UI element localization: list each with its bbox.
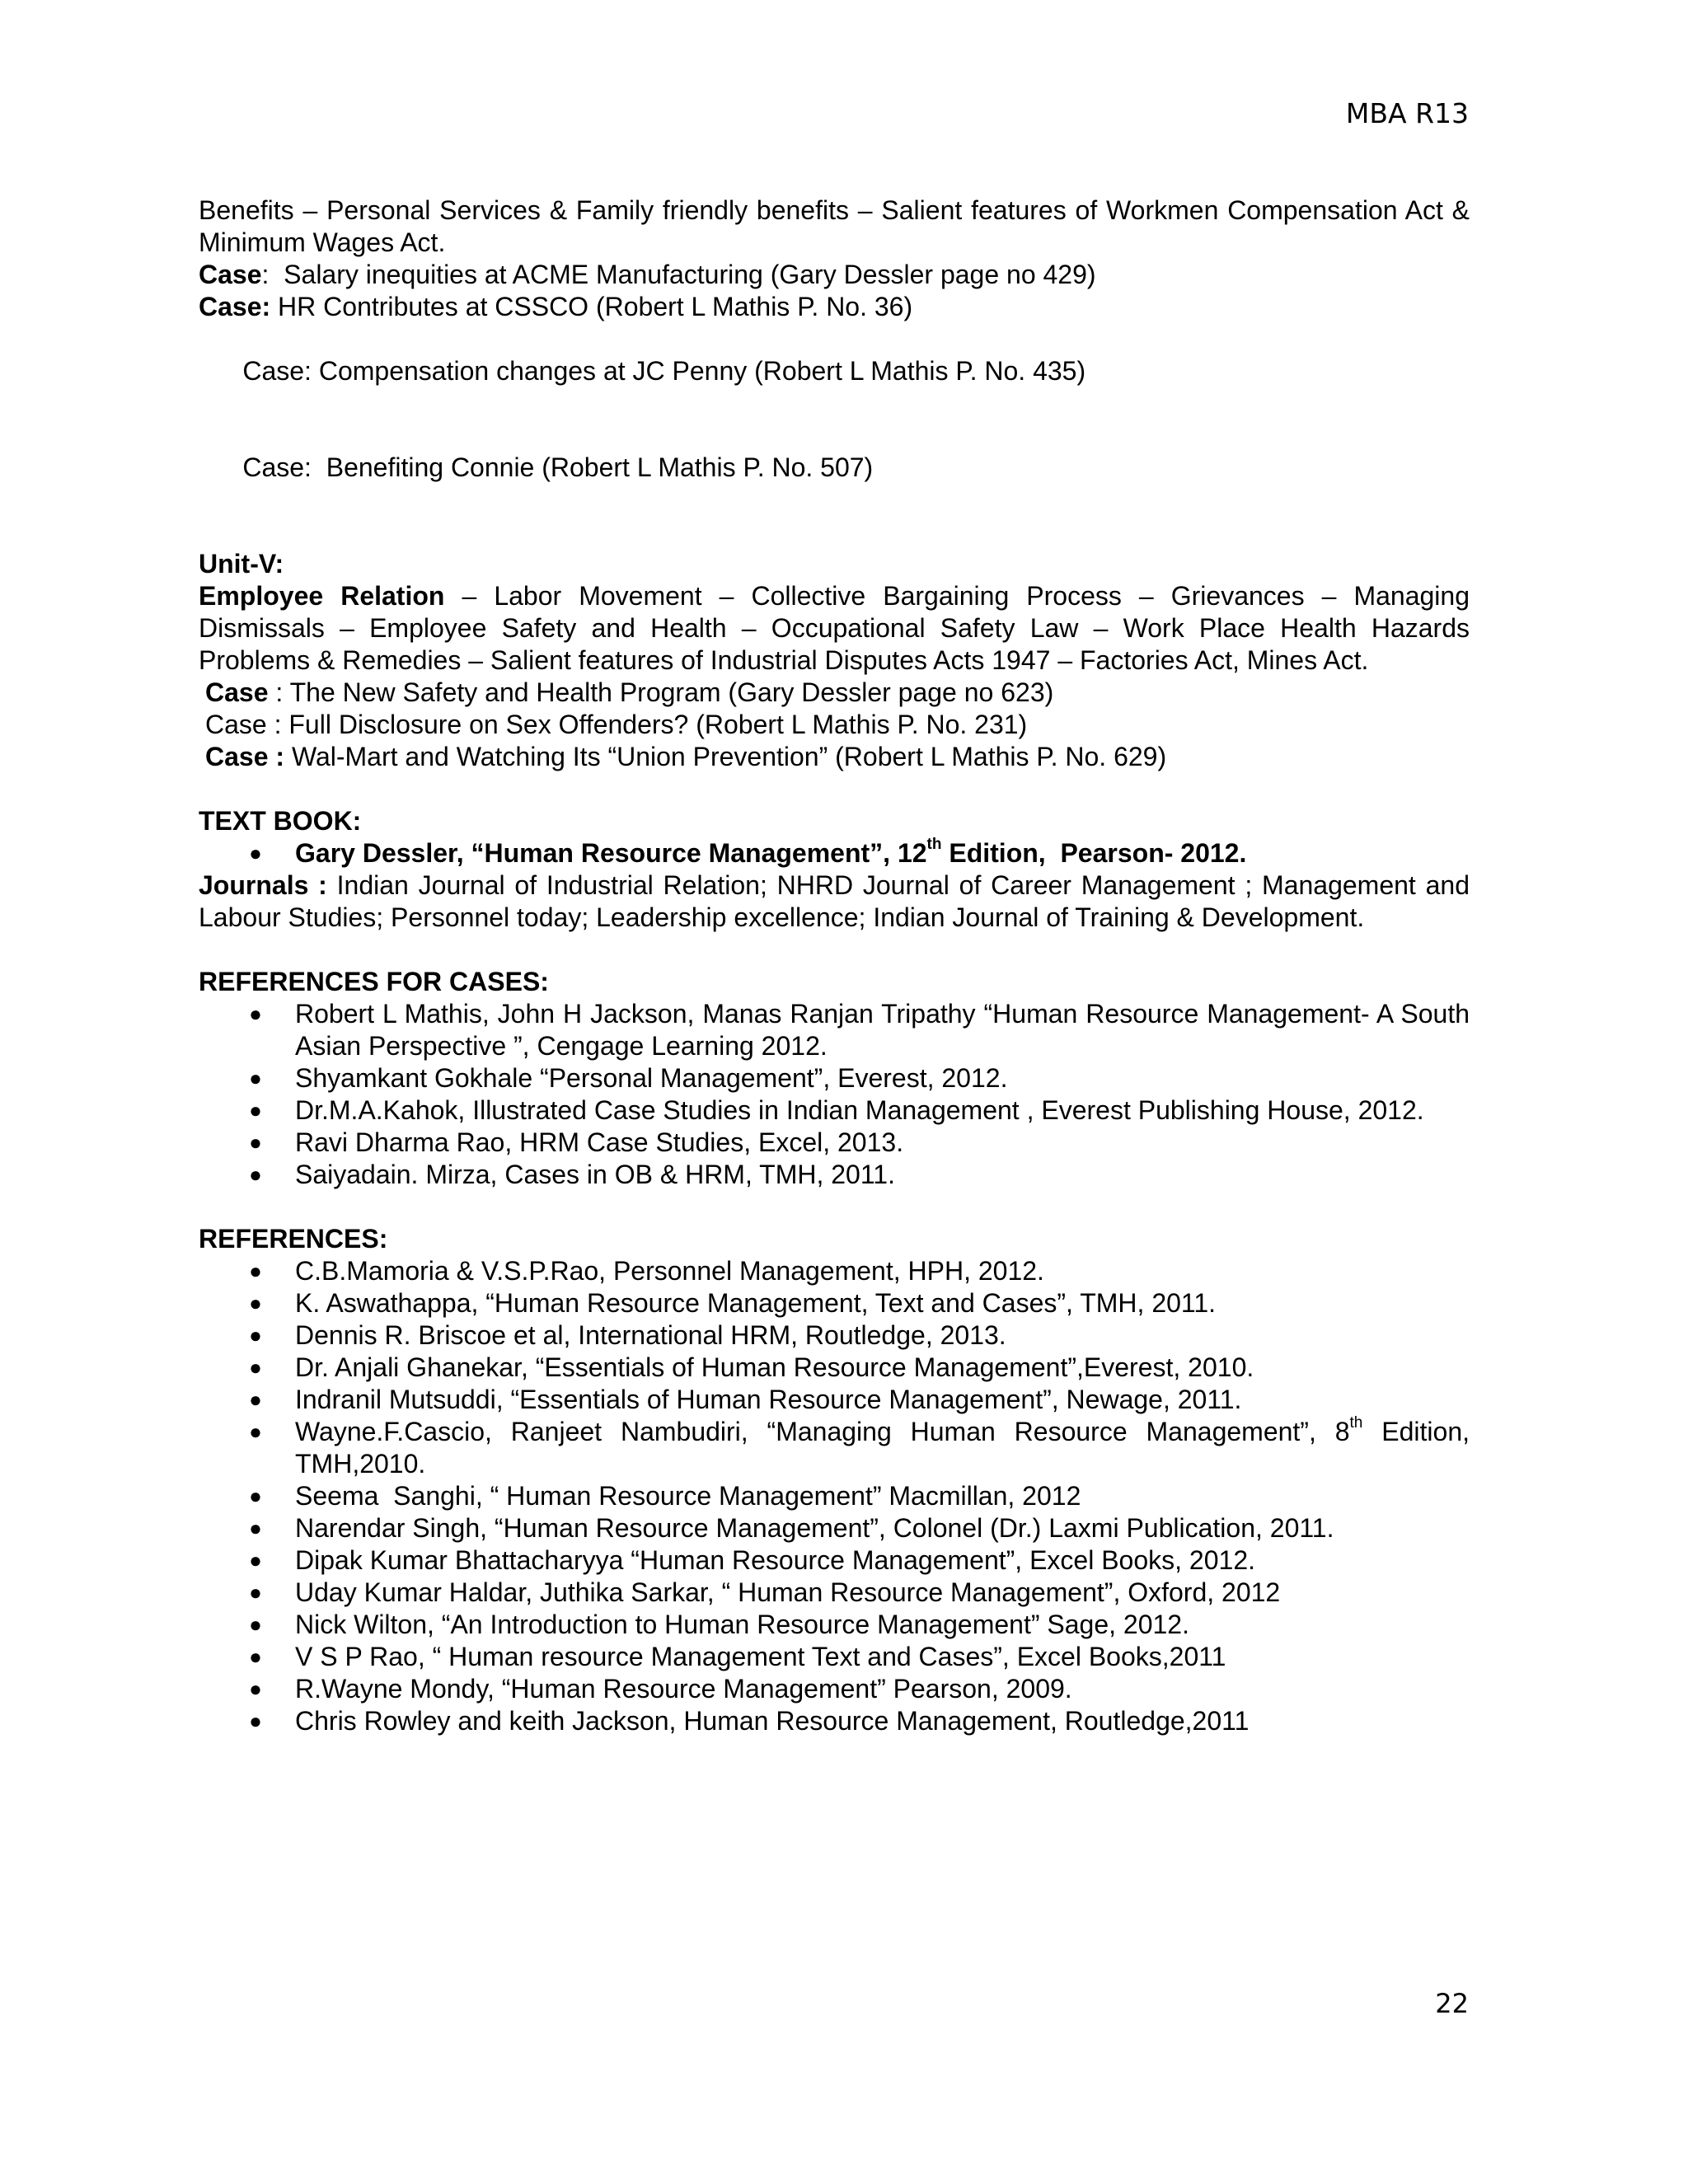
reference-text: Saiyadain. Mirza, Cases in OB & HRM, TMH, 2011.: [295, 1160, 895, 1189]
list-item: [199, 1255, 1470, 1287]
case-label: Case:: [199, 292, 271, 321]
edition-superscript: th: [926, 836, 942, 854]
unit-heading: Unit-V:: [199, 549, 284, 579]
case-line: [199, 419, 1470, 516]
page-content: [199, 194, 1470, 1737]
unit-body: – Labor Movement – Collective Bargaining Process – Grievances – Managing Dismissals – Employee Safety and Health – Occupational Safety Law – Work Place Health Hazards Problems & Remedies – Salient features of Industrial Disputes Acts 1947 – Factories Act, Mines Act.: [199, 581, 1470, 675]
case-label: Case: [199, 260, 262, 289]
textbook-list: [199, 837, 1470, 869]
page-number: 22: [1435, 1988, 1469, 2019]
case-text: Case: Compensation changes at JC Penny (Robert L Mathis P. No. 435): [242, 356, 1086, 386]
bullet-icon: ●: [249, 1708, 262, 1733]
list-item: [199, 1641, 1470, 1673]
list-item: [199, 1544, 1470, 1577]
list-item: [199, 1577, 1470, 1609]
bullet-icon: ●: [249, 1516, 262, 1540]
bullet-icon: ●: [249, 1162, 262, 1187]
bullet-icon: ●: [249, 1291, 262, 1315]
bullet-icon: ●: [249, 1001, 262, 1026]
case-text: : The New Safety and Health Program (Gary Dessler page no 623): [268, 677, 1054, 707]
case-line: [199, 709, 1470, 741]
reference-text: Seema Sanghi, “ Human Resource Management” Macmillan, 2012: [295, 1481, 1081, 1511]
list-item: [199, 1159, 1470, 1191]
bullet-icon: ●: [249, 1130, 262, 1155]
journals-text: Indian Journal of Industrial Relation; NHRD Journal of Career Management ; Management and Labour Studies; Personnel today; Leadership excellence; Indian Journal of Training & Development.: [199, 870, 1470, 932]
benefits-paragraph: Benefits – Personal Services & Family friendly benefits – Salient features of Workmen Compensation Act & Minimum Wages Act.: [199, 195, 1470, 257]
list-item: [199, 1609, 1470, 1641]
journals-label: Journals :: [199, 870, 327, 900]
bullet-icon: ●: [249, 1612, 262, 1637]
reference-text: R.Wayne Mondy, “Human Resource Management” Pearson, 2009.: [295, 1674, 1072, 1704]
reference-text: K. Aswathappa, “Human Resource Management, Text and Cases”, TMH, 2011.: [295, 1288, 1217, 1318]
bullet-icon: ●: [249, 1387, 262, 1412]
case-line: [199, 677, 1470, 709]
list-item: [199, 1127, 1470, 1159]
list-item: [199, 1094, 1470, 1127]
bullet-icon: ●: [249, 1066, 262, 1090]
unit-paragraph: [199, 580, 1470, 677]
spacer: [199, 934, 1470, 966]
case-text: Case : Full Disclosure on Sex Offenders? (Robert L Mathis P. No. 231): [205, 710, 1028, 739]
list-item: [199, 1705, 1470, 1737]
journals-paragraph: [199, 869, 1470, 934]
reference-text: Dr.M.A.Kahok, Illustrated Case Studies in Indian Management , Everest Publishing House, 2012.: [295, 1095, 1424, 1125]
edition-superscript: th: [1349, 1414, 1363, 1432]
textbook-title: Gary Dessler, “Human Resource Management”, 12: [295, 838, 927, 868]
case-text: Wal-Mart and Watching Its “Union Prevention” (Robert L Mathis P. No. 629): [284, 742, 1167, 771]
case-separator: [270, 292, 278, 321]
reference-text: Nick Wilton, “An Introduction to Human Resource Management” Sage, 2012.: [295, 1610, 1189, 1639]
bullet-icon: ●: [249, 1483, 262, 1508]
spacer: [199, 516, 1470, 548]
running-header: MBA R13: [1345, 97, 1469, 129]
list-item: [199, 1512, 1470, 1544]
reference-text: Chris Rowley and keith Jackson, Human Resource Management, Routledge,2011: [295, 1706, 1250, 1736]
reference-text: Uday Kumar Haldar, Juthika Sarkar, “ Human Resource Management”, Oxford, 2012: [295, 1577, 1281, 1607]
reference-text: Dennis R. Briscoe et al, International HRM, Routledge, 2013.: [295, 1320, 1006, 1350]
spacer: [199, 1191, 1470, 1223]
case-line: [199, 741, 1470, 773]
reference-text: C.B.Mamoria & V.S.P.Rao, Personnel Management, HPH, 2012.: [295, 1256, 1044, 1286]
bullet-icon: ●: [249, 1419, 262, 1444]
list-item: [199, 1480, 1470, 1512]
reference-text: Wayne.F.Cascio, Ranjeet Nambudiri, “Managing Human Resource Management”, 8: [295, 1417, 1350, 1446]
reference-text: Ravi Dharma Rao, HRM Case Studies, Excel, 2013.: [295, 1127, 904, 1157]
bullet-icon: ●: [249, 1258, 262, 1283]
bullet-icon: ●: [249, 1580, 262, 1605]
bullet-icon: ●: [249, 1548, 262, 1572]
list-item: [199, 1673, 1470, 1705]
list-item: [199, 1319, 1470, 1352]
case-text: Salary inequities at ACME Manufacturing (Gary Dessler page no 429): [284, 260, 1096, 289]
unit-lead: Employee Relation: [199, 581, 445, 611]
list-item: [199, 1287, 1470, 1319]
spacer: [199, 773, 1470, 805]
reference-text: Narendar Singh, “Human Resource Management”, Colonel (Dr.) Laxmi Publication, 2011.: [295, 1513, 1334, 1543]
reference-text: Edition, TMH,2010.: [295, 1417, 1470, 1479]
case-line: [199, 323, 1470, 419]
list-item: [199, 998, 1470, 1062]
bullet-icon: ●: [249, 841, 262, 865]
list-item: [199, 1384, 1470, 1416]
list-item: [199, 1062, 1470, 1094]
references-heading: REFERENCES:: [199, 1224, 388, 1254]
bullet-icon: ●: [249, 1355, 262, 1380]
list-item: [199, 1352, 1470, 1384]
case-line: [199, 259, 1470, 291]
bullet-icon: ●: [249, 1644, 262, 1669]
list-item: [199, 837, 1470, 869]
case-line: [199, 291, 1470, 323]
reference-text: Dipak Kumar Bhattacharyya “Human Resource Management”, Excel Books, 2012.: [295, 1545, 1255, 1575]
bullet-icon: ●: [249, 1323, 262, 1347]
textbook-edition: Edition, Pearson- 2012.: [941, 838, 1247, 868]
textbook-heading: TEXT BOOK:: [199, 806, 362, 836]
case-text: HR Contributes at CSSCO (Robert L Mathis P. No. 36): [278, 292, 913, 321]
reference-text: Indranil Mutsuddi, “Essentials of Human Resource Management”, Newage, 2011.: [295, 1385, 1242, 1414]
reference-text: V S P Rao, “ Human resource Management Text and Cases”, Excel Books,2011: [295, 1642, 1226, 1671]
case-separator: :: [261, 260, 284, 289]
cases-references-list: [199, 998, 1470, 1191]
case-label: Case :: [205, 742, 285, 771]
bullet-icon: ●: [249, 1098, 262, 1122]
case-label: Case: [205, 677, 269, 707]
reference-text: Shyamkant Gokhale “Personal Management”, Everest, 2012.: [295, 1063, 1008, 1093]
cases-references-heading: REFERENCES FOR CASES:: [199, 967, 549, 996]
references-list: [199, 1255, 1470, 1737]
reference-text: Dr. Anjali Ghanekar, “Essentials of Human Resource Management”,Everest, 2010.: [295, 1352, 1254, 1382]
reference-text: Robert L Mathis, John H Jackson, Manas Ranjan Tripathy “Human Resource Management- A South Asian Perspective ”, Cengage Learning 2012.: [295, 999, 1470, 1061]
bullet-icon: ●: [249, 1676, 262, 1701]
case-text: Case: Benefiting Connie (Robert L Mathis P. No. 507): [242, 452, 874, 482]
list-item: [199, 1416, 1470, 1480]
